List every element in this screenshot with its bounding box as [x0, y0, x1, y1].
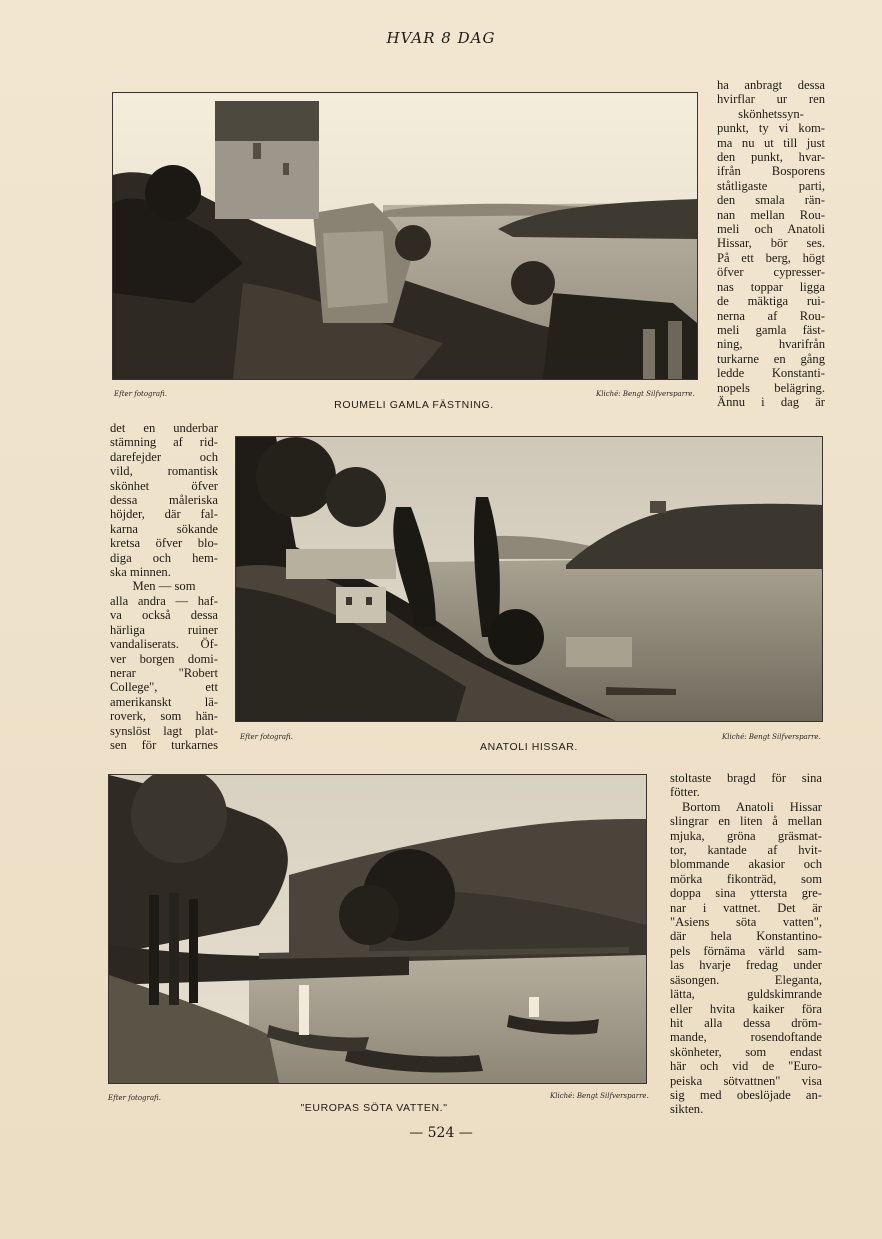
text-line: ha anbragt dessa [717, 78, 825, 92]
text-line: meli gamla fäst- [717, 322, 825, 337]
photo-anatoli-hissar [235, 436, 823, 722]
text-line: hvirflar ur ren [717, 92, 825, 107]
text-line: ifrån Bosporens [717, 164, 825, 179]
text-line: doppa sina yttersta gre- [670, 886, 822, 901]
text-line: mjuka, gröna gräsmat- [670, 828, 822, 843]
text-line: fötter. [670, 785, 700, 800]
text-line: va också dessa [110, 608, 218, 623]
text-line: alla andra — haf- [110, 593, 218, 608]
text-column-bottom-right [670, 771, 822, 1117]
text-line: turkarne en gång [717, 351, 825, 366]
text-line: sikten. [670, 1102, 704, 1117]
credit-engraver-2: Kliché: Bengt Silfversparre. [722, 733, 821, 741]
text-line: las hvarje fredag under [670, 958, 822, 973]
text-line: synslöst lagt plat- [110, 723, 218, 738]
text-line: skönhet öfver [110, 478, 218, 493]
text-line: skönheter, som endast [670, 1044, 822, 1059]
text-line: öfver cypresser- [717, 265, 825, 280]
text-line: College", ett [110, 680, 218, 695]
text-line: blommande akasior och [670, 857, 822, 872]
credit-photographer-1: Efter fotografi. [114, 390, 167, 398]
text-line: skönhetssyn- [738, 106, 804, 121]
text-line: dessa måleriska [110, 493, 218, 508]
text-line: ståtligaste parti, [717, 178, 825, 193]
text-line: de mäktiga rui- [717, 294, 825, 309]
photo-europas-sota-vatten-image [109, 775, 646, 1083]
credit-engraver-1: Kliché: Bengt Silfversparre. [596, 390, 695, 398]
text-line: ning, hvarifrån [717, 337, 825, 352]
text-line: tor, kantade af hvit- [670, 843, 822, 858]
text-line: Men — som [132, 579, 196, 594]
text-line: nas toppar ligga [717, 279, 825, 294]
text-line: eller hvita kaiker föra [670, 1001, 822, 1016]
text-line: På ett berg, högt [717, 250, 825, 265]
text-line: sig med obeslöjade an- [670, 1087, 822, 1102]
credit-photographer-3: Efter fotografi. [108, 1094, 161, 1102]
page-number: — 524 — [409, 1125, 473, 1141]
text-line: ma nu ut till just [717, 135, 825, 150]
text-line: stämning af rid- [110, 435, 218, 450]
text-column-middle-left [110, 421, 218, 752]
text-line: Bortom Anatoli Hissar [682, 799, 822, 814]
text-line: den punkt, hvar- [717, 150, 825, 165]
photo-europas-sota-vatten [108, 774, 647, 1084]
text-line: ledde Konstanti- [717, 366, 825, 381]
caption-roumeli: ROUMELI GAMLA FÄSTNING. [334, 399, 494, 411]
credit-engraver-3: Kliché: Bengt Silfversparre. [550, 1092, 649, 1100]
text-line: kretsa öfver blo- [110, 536, 218, 551]
credit-photographer-2: Efter fotografi. [240, 733, 293, 741]
text-line: amerikanskt lä- [110, 694, 218, 709]
text-line: "Asiens söta vatten", [670, 915, 822, 930]
text-line: vandaliserats. Öf- [110, 637, 218, 652]
page-header: HVAR 8 DAG [386, 29, 496, 47]
text-line: lätta, guldskimrande [670, 987, 822, 1002]
caption-europas-sota-vatten: "EUROPAS SÖTA VATTEN." [300, 1102, 448, 1114]
text-line: nerar "Robert [110, 665, 218, 680]
text-line: Hissar, bör ses. [717, 236, 825, 251]
text-line: stoltaste bragd för sina [670, 771, 822, 785]
text-line: slingrar en liten å mellan [670, 814, 822, 829]
text-line: härliga ruiner [110, 622, 218, 637]
text-line: pels förnäma värld sam- [670, 943, 822, 958]
photo-roumeli-fortress [112, 92, 698, 380]
text-line: säsongen. Eleganta, [670, 972, 822, 987]
text-line: hit alla dessa dröm- [670, 1015, 822, 1030]
text-line: det en underbar [110, 421, 218, 435]
text-line: den smala rän- [717, 193, 825, 208]
text-column-top-right [717, 78, 825, 409]
photo-anatoli-hissar-image [236, 437, 822, 721]
text-line: ska minnen. [110, 565, 171, 580]
text-line: diga och hem- [110, 550, 218, 565]
text-line: punkt, ty vi kom- [717, 121, 825, 136]
text-line: nar i vattnet. Det är [670, 900, 822, 915]
caption-anatoli-hissar: ANATOLI HISSAR. [480, 741, 578, 753]
text-line: darefejder och [110, 449, 218, 464]
text-line: roverk, som hän- [110, 709, 218, 724]
text-line: höjder, där fal- [110, 507, 218, 522]
text-line: där hela Konstantino- [670, 929, 822, 944]
text-line: ver borgen domi- [110, 651, 218, 666]
text-line: karna sökande [110, 521, 218, 536]
text-line: meli och Anatoli [717, 222, 825, 237]
text-line: här och vid de "Euro- [670, 1059, 822, 1074]
photo-roumeli-fortress-image [113, 93, 697, 379]
text-line: mande, rosendoftande [670, 1030, 822, 1045]
text-line: nerna af Rou- [717, 308, 825, 323]
text-line: peiska sötvattnen" visa [670, 1073, 822, 1088]
text-line: mörka fikonträd, som [670, 871, 822, 886]
text-line: Ännu i dag är [717, 394, 825, 409]
text-line: nopels belägring. [717, 380, 825, 395]
text-line: nan mellan Rou- [717, 207, 825, 222]
text-line: sen för turkarnes [110, 737, 218, 752]
text-line: vild, romantisk [110, 464, 218, 479]
